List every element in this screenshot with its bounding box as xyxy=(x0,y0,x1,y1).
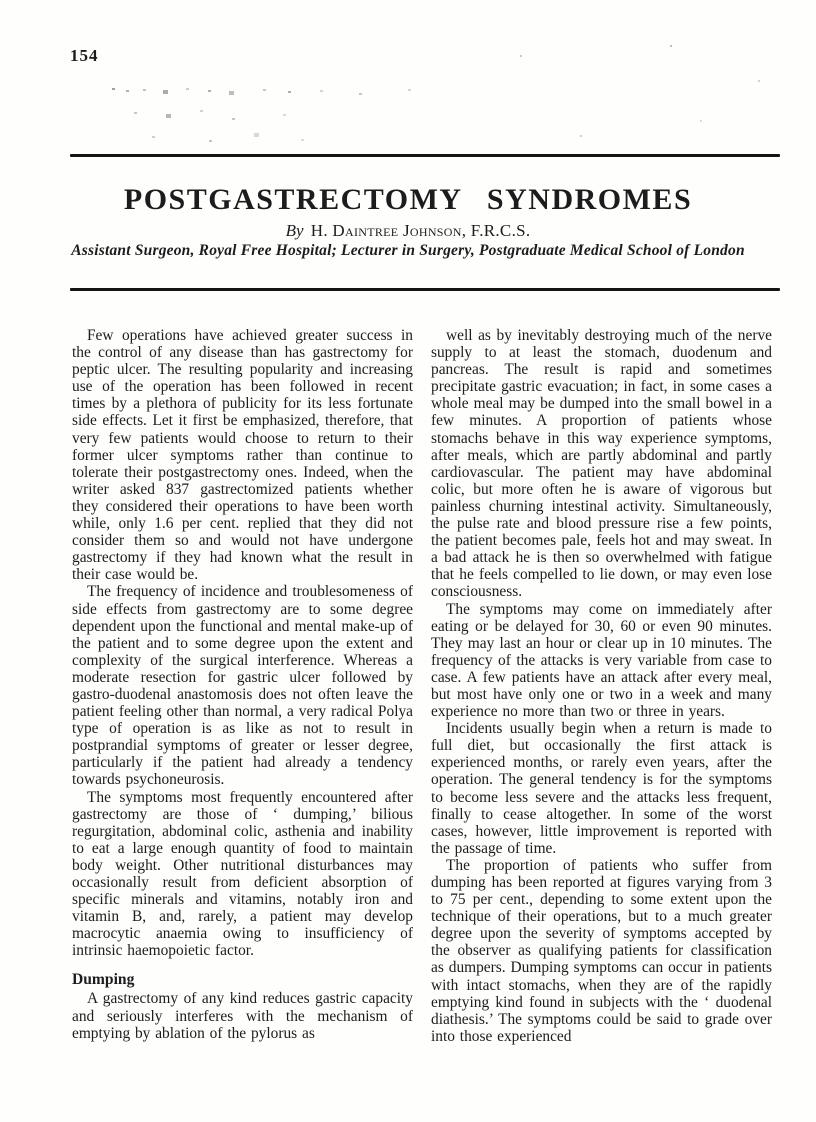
left-column xyxy=(72,327,413,1045)
paragraph: Incidents usually begin when a return is made to full diet, but occasionally the first attack is experienced months, or rarely even years, after the operation. The general tendency is for the symptoms to become less severe and the attacks less frequent, finally to cease altogether. In some of the worst cases, however, little improvement is reported with the passage of time. xyxy=(431,720,772,857)
header-rule-bottom xyxy=(70,288,780,291)
header-rule-top xyxy=(70,154,780,157)
scan-artifact xyxy=(112,88,115,90)
right-column xyxy=(431,327,772,1045)
page-number: 154 xyxy=(70,46,99,65)
byline xyxy=(0,221,816,241)
paragraph: The proportion of patients who suffer from dumping has been reported at figures varying from 3 to 75 per cent., depending to some extent upon the technique of their operations, but to a much greater degree upon the severity of symptoms accepted by the observer as qualifying patients for classification as dumpers. Dumping symptoms can occur in patients with intact stomachs, when they are of the rapidly emptying kind found in subjects with the ‘ duodenal diathesis.’ The symptoms could be said to grade over into those experienced xyxy=(431,856,772,1045)
article-title: POSTGASTRECTOMY SYNDROMES xyxy=(123,183,693,216)
paragraph: The symptoms most frequently encountered after gastrectomy are those of ‘ dumping,’ bilious regurgitation, abdominal colic, asthenia and inability to eat a large enough quantity of food to maintain body weight. Other nutritional disturbances may occasionally result from deficient absorption of specific minerals and vitamins, notably iron and vitamin B, and, rarely, a patient may develop macrocytic anaemia owing to insufficiency of intrinsic haemopoietic factor. xyxy=(72,788,413,960)
scan-artifact xyxy=(520,55,522,57)
paragraph: The frequency of incidence and troublesomeness of side effects from gastrectomy are to some degree dependent upon the functional and mental make-up of the patient and to some degree upon the extent and complexity of the surgical interference. Whereas a moderate resection for gastric ulcer followed by gastro-duodenal anastomosis does not often leave the patient feeling other than normal, a very radical Polya type of operation is as like as not to result in postprandial symptoms of greater or lesser degree, particularly if the patient had already a tendency towards psychoneurosis. xyxy=(72,583,413,789)
section-heading-dumping: Dumping xyxy=(72,971,135,989)
author-name: H. Daintree Johnson, F.R.C.S. xyxy=(310,221,531,240)
paragraph: The symptoms may come on immediately after eating or be delayed for 30, 60 or even 90 minutes. They may last an hour or clear up in 10 minutes. The frequency of the attacks is very variable from case to case. A few patients have an attack after every meal, but most have only one or two in a week and many experience no more than two or three in years. xyxy=(431,600,772,721)
byline-prefix: By xyxy=(285,221,304,240)
paragraph: Few operations have achieved greater success in the control of any disease than has gastrectomy for peptic ulcer. The resulting popularity and increasing use of the operation has been followed in recent times by a plethora of publicity for its less fortunate side effects. Let it first be emphasized, therefore, that very few patients would choose to return to their former ulcer symptoms rather than continue to tolerate their postgastrectomy ones. Indeed, when the writer asked 837 gastrectomized patients whether they considered their operations to have been worth while, only 1.6 per cent. replied that they did not consider them so and would not have undergone gastrectomy if they had known what the result in their case would be. xyxy=(72,327,413,584)
paragraph: A gastrectomy of any kind reduces gastric capacity and seriously interferes with the mechanism of emptying by ablation of the pylorus as xyxy=(72,990,413,1042)
paragraph: well as by inevitably destroying much of the nerve supply to at least the stomach, duodenum and pancreas. The result is rapid and sometimes precipitate gastric evacuation; in fact, in some cases a whole meal may be dumped into the small bowel in a few minutes. A proportion of patients whose stomachs behave in this way experience symptoms, after meals, which are partly abdominal and partly cardiovascular. The patient may have abdominal colic, but more often he is aware of vigorous but painless churning intestinal activity. Simultaneously, the pulse rate and blood pressure rise a few points, the patient becomes pale, feels hot and may sweat. In a bad attack he is then so overwhelmed with fatigue that he feels compelled to lie down, or may even lose consciousness. xyxy=(431,327,772,601)
article-body xyxy=(72,327,772,1045)
author-affiliation: Assistant Surgeon, Royal Free Hospital; Lecturer in Surgery, Postgraduate Medical School of London xyxy=(71,242,745,259)
